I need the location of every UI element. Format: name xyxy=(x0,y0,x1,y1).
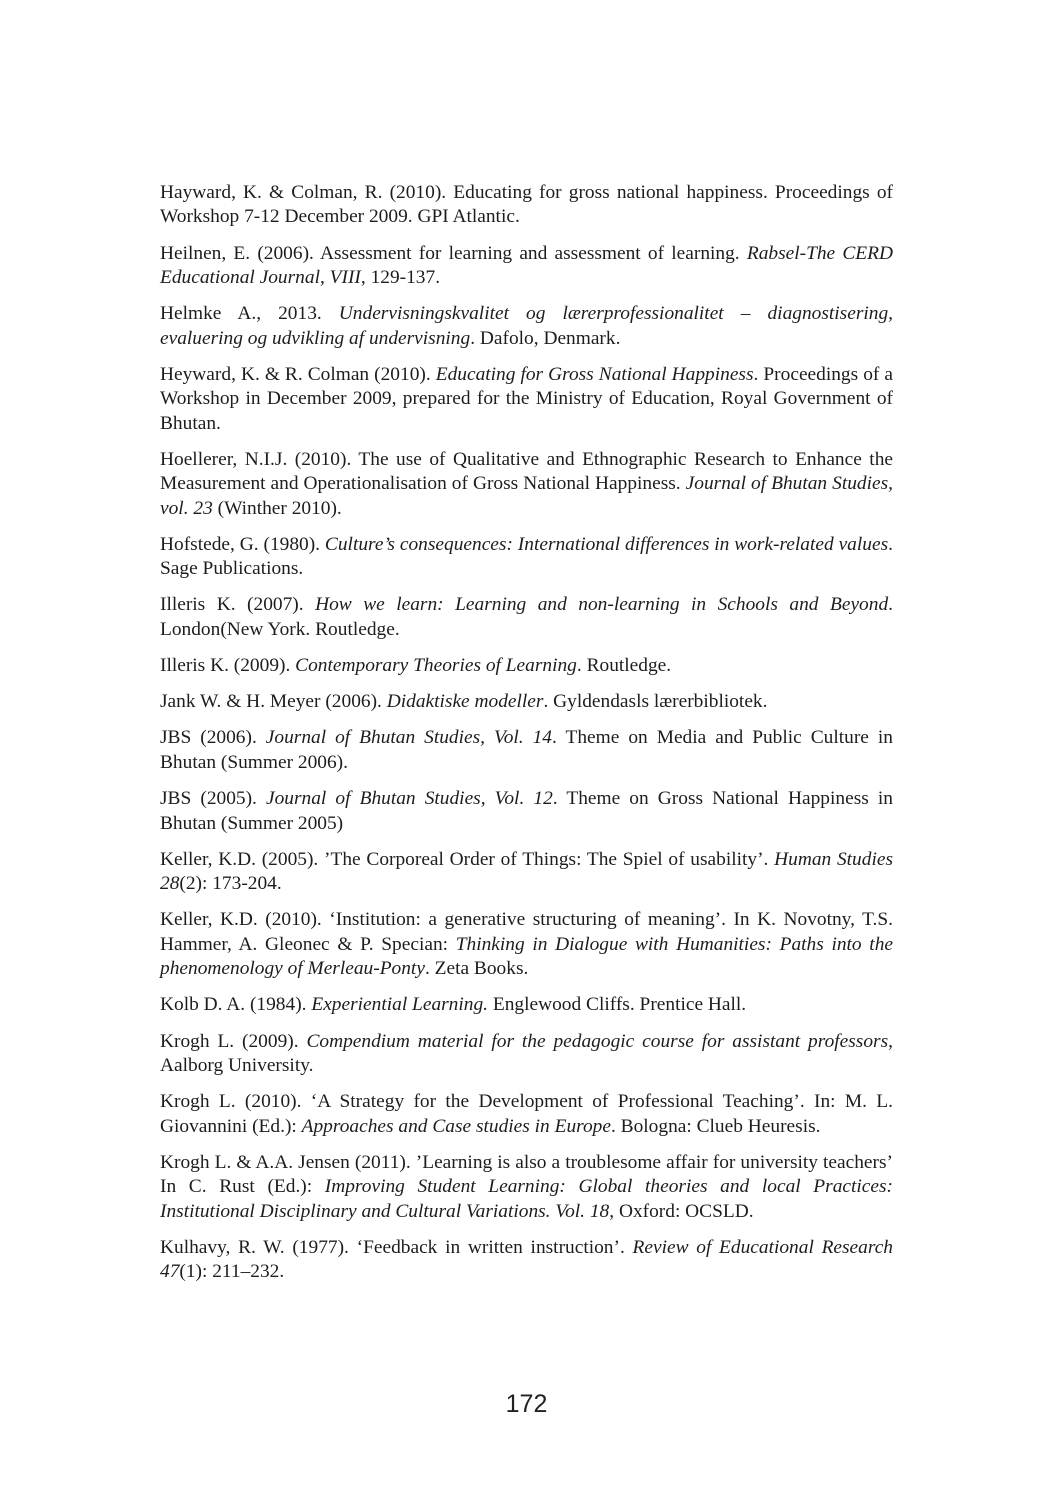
reference-text: Englewood Cliffs. Prentice Hall. xyxy=(488,994,747,1016)
reference-text: , Aalborg University. xyxy=(160,1030,893,1076)
reference-entry xyxy=(160,993,893,1017)
reference-text: Hoellerer, N.I.J. (2010). The use of Qualitative and Ethnographic Research to Enhance the Measurement and Operationalisation of Gross National Happiness. xyxy=(160,448,893,495)
reference-entry xyxy=(160,1151,893,1224)
reference-text: . Proceedings of a Workshop in December 2009, prepared for the Ministry of Education, Royal Government of Bhutan. xyxy=(160,363,893,434)
reference-entry xyxy=(160,363,893,436)
reference-entry xyxy=(160,908,893,981)
reference-text: Heilnen, E. (2006). Assessment for learning and assessment of learning. xyxy=(160,242,747,264)
reference-text: . Theme on Media and Public Culture in Bhutan (Summer 2006). xyxy=(160,727,893,773)
reference-italic-text: Didaktiske modeller xyxy=(386,691,544,713)
reference-entry xyxy=(160,690,893,714)
reference-text: . Routledge. xyxy=(576,655,672,677)
reference-text: JBS (2006). xyxy=(160,727,266,749)
reference-entry xyxy=(160,593,893,642)
reference-text: , Oxford: OCSLD. xyxy=(609,1200,754,1222)
reference-text: . Sage Publications. xyxy=(160,533,893,580)
reference-entry xyxy=(160,787,893,836)
reference-entry xyxy=(160,302,893,351)
reference-text: Illeris K. (2007). xyxy=(160,594,316,616)
reference-entry xyxy=(160,242,893,291)
reference-italic-text: Contemporary Theories of Learning xyxy=(295,655,577,677)
reference-text: Kolb D. A. (1984). xyxy=(160,994,312,1016)
reference-text: Helmke A., 2013. xyxy=(160,303,339,325)
reference-italic-text: How we learn: Learning and non-learning in Schools and Beyond xyxy=(315,594,889,616)
reference-text: . Dafolo, Denmark. xyxy=(470,327,621,349)
reference-text: JBS (2005). xyxy=(160,788,266,810)
reference-text: (1): 211–232. xyxy=(179,1261,285,1283)
reference-entry xyxy=(160,181,893,230)
reference-entry xyxy=(160,1030,893,1079)
reference-text: Jank W. & H. Meyer (2006). xyxy=(160,691,387,713)
reference-italic-text: Educating for Gross National Happiness xyxy=(435,363,754,385)
reference-text: Hofstede, G. (1980). xyxy=(160,533,325,555)
reference-text: (2): 173-204. xyxy=(179,873,282,895)
reference-text: . Zeta Books. xyxy=(424,958,529,980)
reference-text: . London(New York. Routledge. xyxy=(160,594,893,640)
page-number: 172 xyxy=(505,1390,548,1418)
reference-italic-text: Culture’s consequences: International differences in work-related values xyxy=(324,533,889,555)
reference-italic-text: Journal of Bhutan Studies, vol. 23 xyxy=(160,473,893,519)
reference-italic-text: Compendium material for the pedagogic course for assistant professors xyxy=(306,1030,889,1052)
reference-entry xyxy=(160,848,893,897)
reference-italic-text: Journal of Bhutan Studies, Vol. 14 xyxy=(265,727,553,749)
reference-list xyxy=(160,181,893,1296)
reference-entry xyxy=(160,726,893,775)
reference-text: . Gyldendasls lærerbibliotek. xyxy=(543,691,768,713)
reference-text: (Winther 2010). xyxy=(212,497,342,519)
reference-text: , 129-137. xyxy=(360,267,441,289)
reference-italic-text: Undervisningskvalitet og lærerprofessionalitet – diagnostisering, evaluering og udvikling af undervisning xyxy=(160,303,893,349)
reference-italic-text: Human Studies 28 xyxy=(160,848,893,895)
reference-entry xyxy=(160,533,893,582)
reference-entry xyxy=(160,654,893,678)
reference-entry xyxy=(160,448,893,521)
reference-italic-text: Improving Student Learning: Global theories and local Practices: Institutional Disciplinary and Cultural Variations. Vol. 18 xyxy=(160,1176,893,1222)
reference-italic-text: Thinking in Dialogue with Humanities: Paths into the phenomenology of Merleau-Ponty xyxy=(160,933,894,980)
reference-text: Krogh L. & A.A. Jensen (2011). ’Learning is also a troublesome affair for university teachers’ In C. Rust (Ed.): xyxy=(160,1151,893,1198)
reference-text: Heyward, K. & R. Colman (2010). xyxy=(160,363,436,385)
reference-italic-text: Journal of Bhutan Studies, Vol. 12 xyxy=(266,788,553,810)
reference-text: . Theme on Gross National Happiness in Bhutan (Summer 2005) xyxy=(160,788,893,834)
reference-text: Kulhavy, R. W. (1977). ‘Feedback in written instruction’. xyxy=(160,1236,633,1258)
reference-text: Krogh L. (2010). ‘A Strategy for the Development of Professional Teaching’. In: M. L. Giovannini (Ed.): xyxy=(160,1091,893,1137)
reference-text: Keller, K.D. (2005). ’The Corporeal Order of Things: The Spiel of usability’. xyxy=(160,848,775,870)
reference-italic-text: Approaches and Case studies in Europe xyxy=(301,1115,611,1137)
reference-entry xyxy=(160,1090,893,1139)
reference-text: Krogh L. (2009). xyxy=(160,1030,307,1052)
reference-text: Keller, K.D. (2010). ‘Institution: a generative structuring of meaning’. In K. Novotny, T.S. Hammer, A. Gleonec & P. Specian: xyxy=(160,909,893,955)
reference-italic-text: Rabsel-The CERD Educational Journal, VIII xyxy=(160,242,893,289)
reference-italic-text: Experiential Learning. xyxy=(311,994,489,1016)
reference-text: . Bologna: Clueb Heuresis. xyxy=(610,1115,821,1137)
reference-text: Illeris K. (2009). xyxy=(160,655,296,677)
reference-italic-text: Review of Educational Research 47 xyxy=(160,1236,893,1283)
reference-entry xyxy=(160,1236,893,1285)
reference-text: Hayward, K. & Colman, R. (2010). Educating for gross national happiness. Proceedings of Workshop 7-12 December 2009. GPI Atlantic. xyxy=(160,182,893,228)
